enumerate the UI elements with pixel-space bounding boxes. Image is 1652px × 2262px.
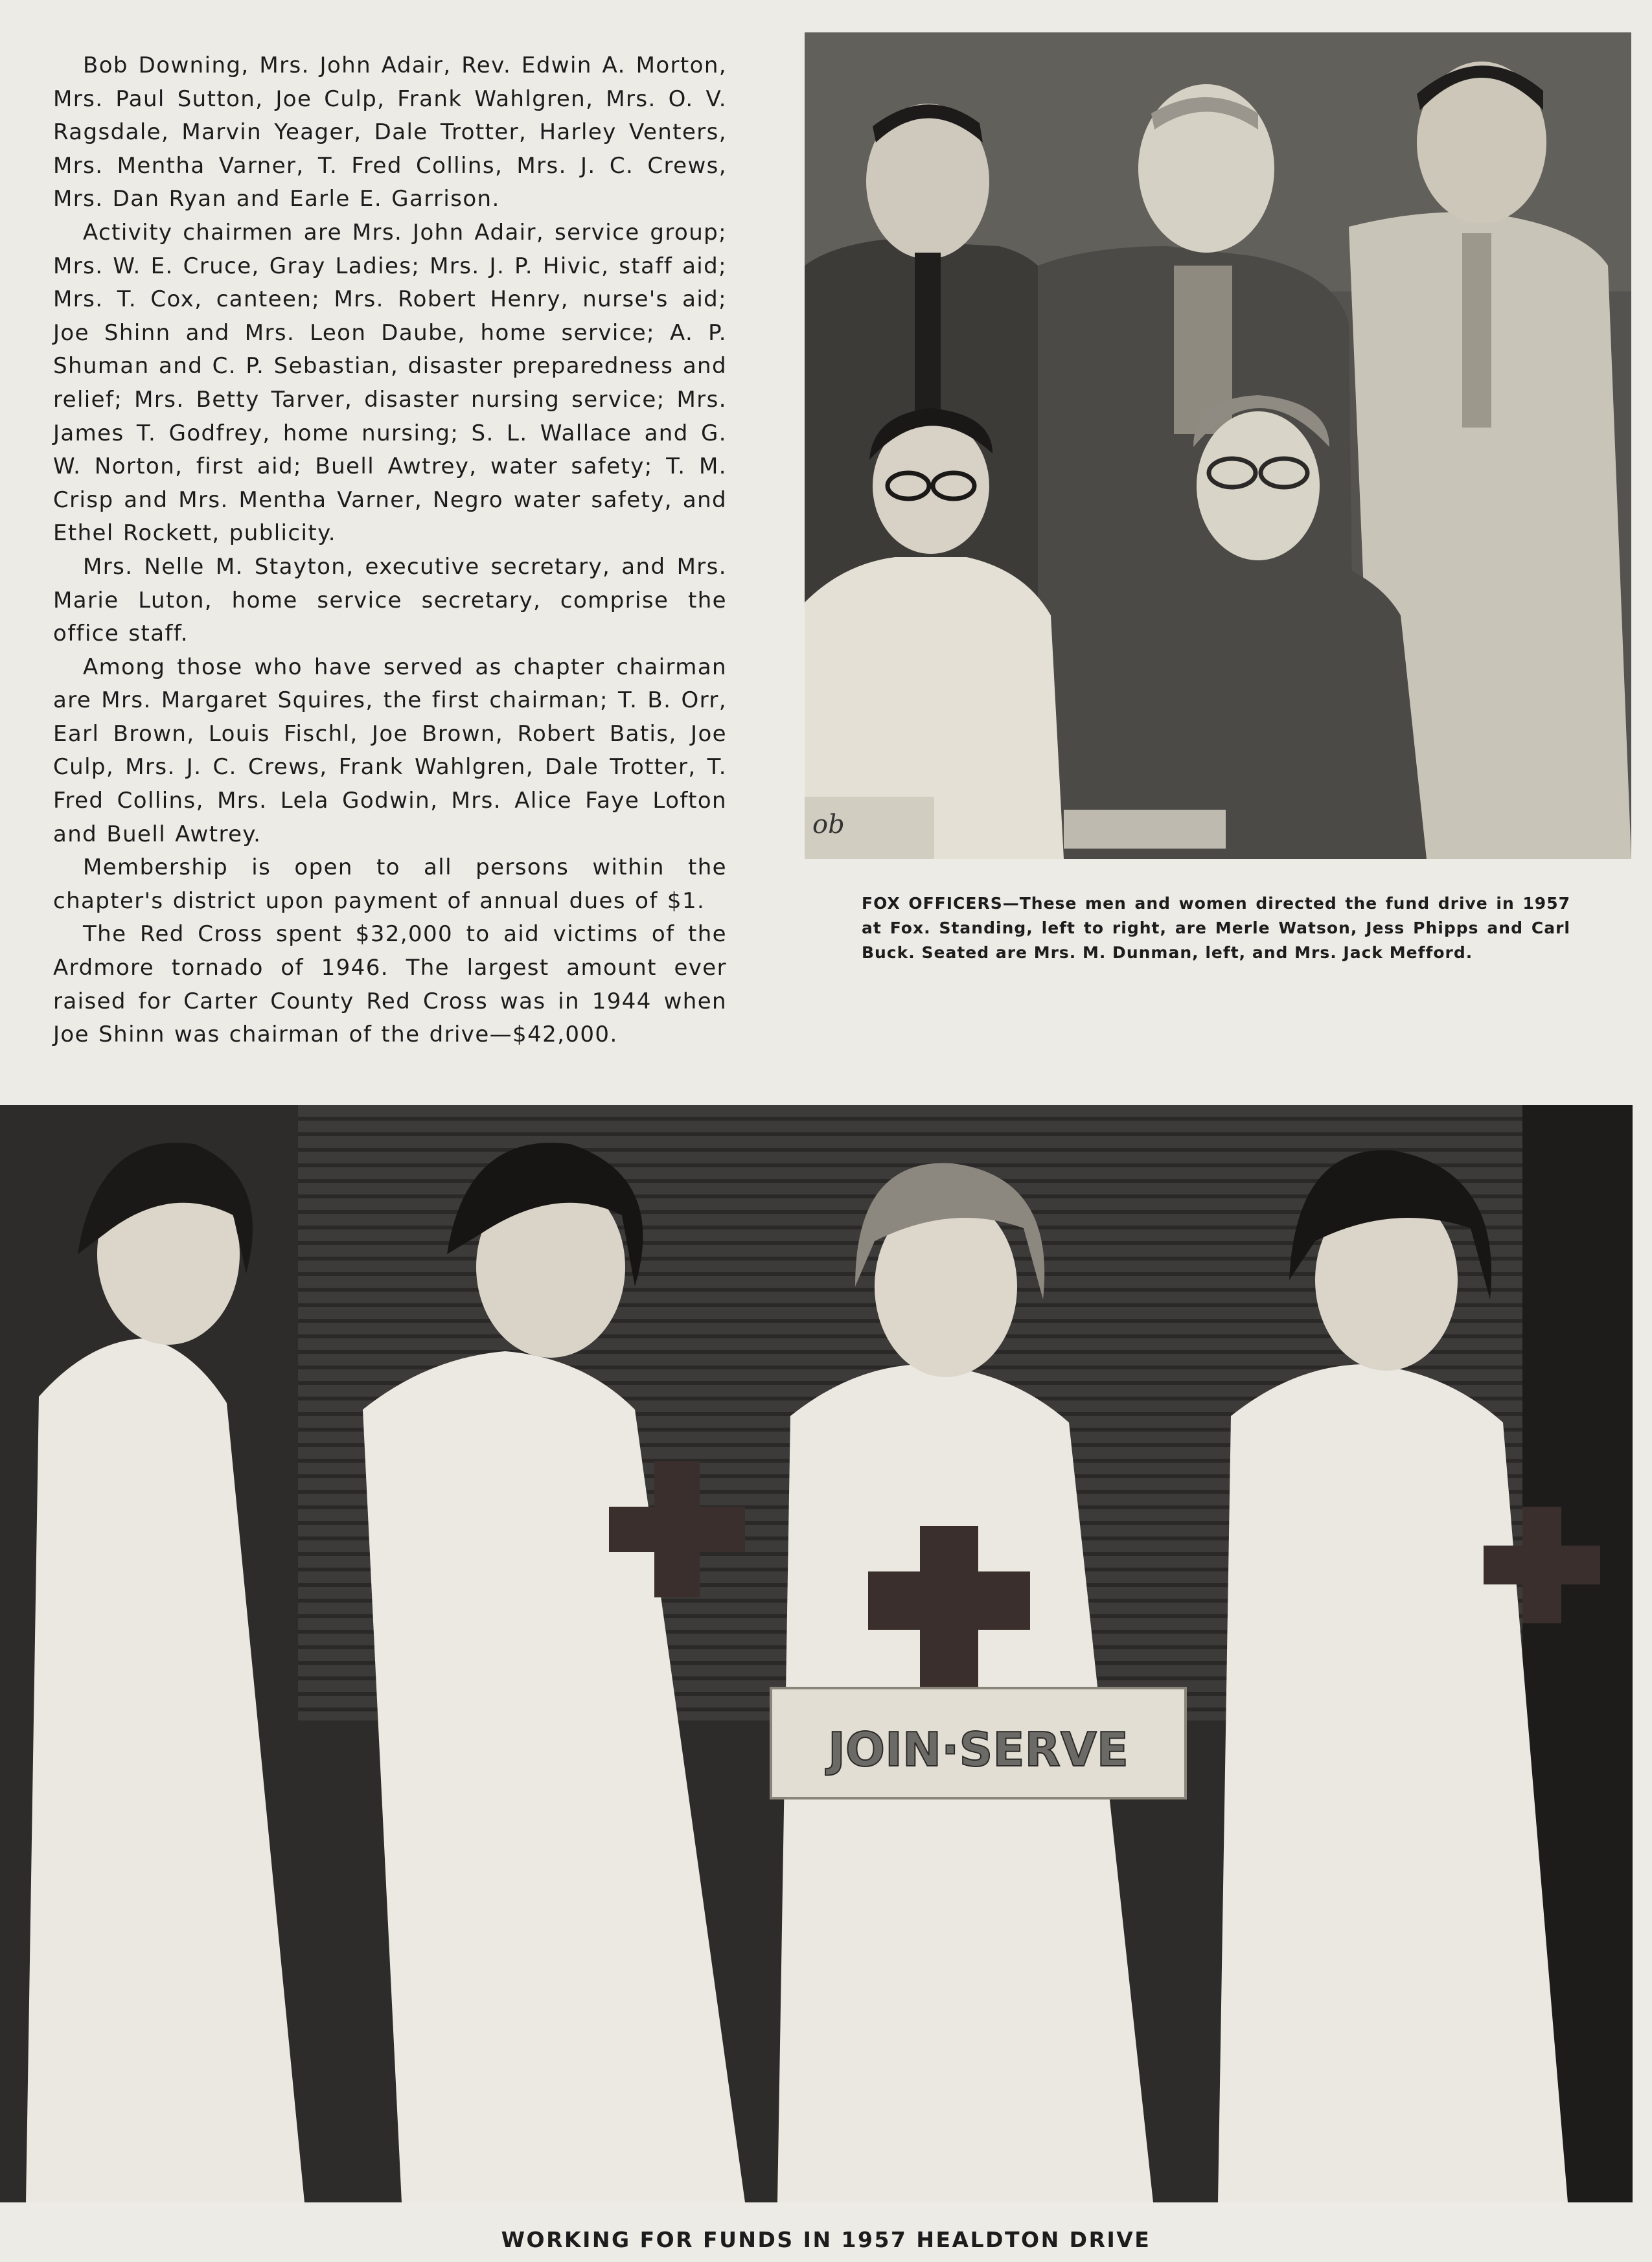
healdton-drive-illustration bbox=[0, 1105, 1633, 2202]
article-paragraph: Bob Downing, Mrs. John Adair, Rev. Edwin A. Morton, Mrs. Paul Sutton, Joe Culp, Frank Wahlgren, Mrs. O. V. Ragsdale, Marvin Yeager, Dale Trotter, Harley Venters, Mrs. Mentha Varner, T. Fred Collins, Mrs. J. C. Crews, Mrs. Dan Ryan and Earle E. Garrison. bbox=[53, 52, 727, 212]
fox-officers-photo bbox=[805, 32, 1631, 859]
article-paragraph: The Red Cross spent $32,000 to aid victims of the Ardmore tornado of 1946. The largest amount ever raised for Carter County Red Cross was in 1944 when Joe Shinn was chairman of the drive—$42,000. bbox=[53, 921, 727, 1048]
healdton-drive-photo bbox=[0, 1105, 1633, 2202]
sign-fragment-text: ob bbox=[812, 810, 845, 840]
article-paragraph: Membership is open to all persons within the chapter's district upon payment of annual dues of $1. bbox=[53, 854, 727, 914]
article-paragraph: Activity chairmen are Mrs. John Adair, service group; Mrs. W. E. Cruce, Gray Ladies; Mrs. J. P. Hivic, staff aid; Mrs. T. Cox, canteen; Mrs. Robert Henry, nurse's aid; Joe Shinn and Mrs. Leon Daube, home service; A. P. Shuman and C. P. Sebastian, disaster preparedness and relief; Mrs. Betty Tarver, disaster nursing service; Mrs. James T. Godfrey, home nursing; S. L. Wallace and G. W. Norton, first aid; Buell Awtrey, water safety; T. M. Crisp and Mrs. Mentha Varner, Negro water safety, and Ethel Rockett, publicity. bbox=[53, 219, 727, 547]
healdton-drive-caption: WORKING FOR FUNDS IN 1957 HEALDTON DRIVE bbox=[501, 2227, 1151, 2252]
fox-officers-illustration bbox=[805, 32, 1631, 859]
article-paragraph: Mrs. Nelle M. Stayton, executive secretary, and Mrs. Marie Luton, home service secretary, comprise the office staff. bbox=[53, 553, 727, 647]
fox-officers-caption: FOX OFFICERS—These men and women directed the fund drive in 1957 at Fox. Standing, left to right, are Merle Watson, Jess Phipps and Carl Buck. Seated are Mrs. M. Dunman, left, and Mrs. Jack Mefford. bbox=[862, 894, 1570, 962]
join-serve-sign-text: JOIN·SERVE bbox=[828, 1722, 1129, 1777]
article-text bbox=[53, 49, 727, 1052]
article-paragraph: Among those who have served as chapter chairman are Mrs. Margaret Squires, the first chairman; T. B. Orr, Earl Brown, Louis Fischl, Joe Brown, Robert Batis, Joe Culp, Mrs. J. C. Crews, Frank Wahlgren, Dale Trotter, T. Fred Collins, Mrs. Lela Godwin, Mrs. Alice Faye Lofton and Buell Awtrey. bbox=[53, 654, 727, 847]
